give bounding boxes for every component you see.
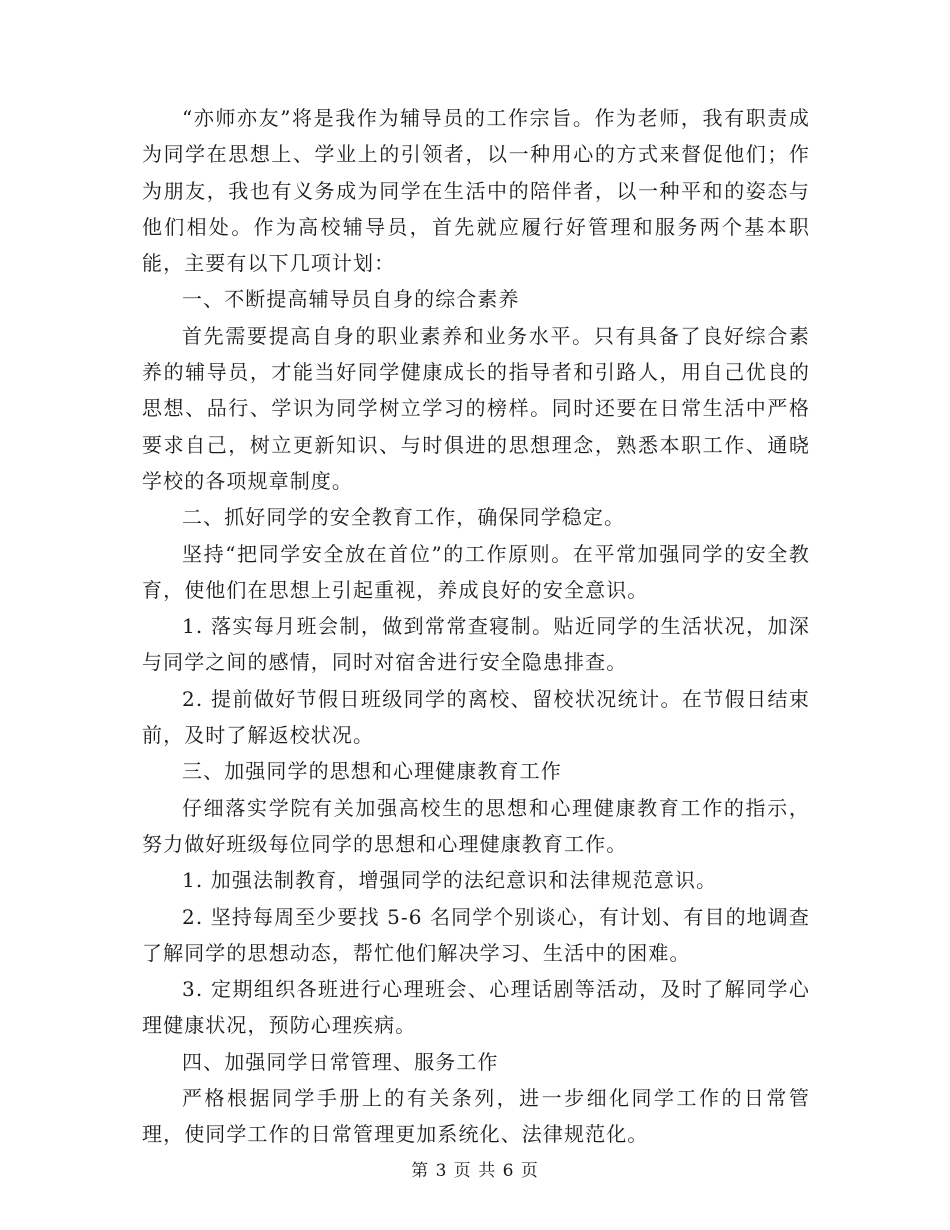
paragraph-intro: “亦师亦友”将是我作为辅导员的工作宗旨。作为老师，我有职责成为同学在思想上、学业上的引领者，以一种用心的方式来督促他们；作为朋友，我也有义务成为同学在生活中的陪伴者，以一种平和的姿态与他们相处。作为高校辅导员，首先就应履行好管理和服务两个基本职能，主要有以下几项计划： [142,106,810,276]
page-footer [0,1156,950,1181]
paragraph: 仔细落实学院有关加强高校生的思想和心理健康教育工作的指示，努力做好班级每位同学的思想和心理健康教育工作。 [142,795,810,856]
section-heading-4: 四、加强同学日常管理、服务工作 [182,1049,499,1074]
paragraph: 坚持“把同学安全放在首位”的工作原则。在平常加强同学的安全教育，使他们在思想上引起重视，养成良好的安全意识。 [142,541,810,602]
list-item: 1. 加强法制教育，增强同学的法纪意识和法律规范意识。 [182,868,718,893]
section-heading-3: 三、加强同学的思想和心理健康教育工作 [182,759,562,784]
page-number: 第 3 页 共 6 页 [411,1161,539,1181]
section-heading-2: 二、抓好同学的安全教育工作，确保同学稳定。 [182,505,626,530]
paragraph: 严格根据同学手册上的有关条列，进一步细化同学工作的日常管理，使同学工作的日常管理更加系统化、法律规范化。 [142,1086,810,1147]
list-item: 2. 坚持每周至少要找 5-6 名同学个别谈心，有计划、有目的地调查了解同学的思想动态，帮忙他们解决学习、生活中的困难。 [142,904,810,965]
document-body [142,100,810,1153]
list-item: 2. 提前做好节假日班级同学的离校、留校状况统计。在节假日结束前，及时了解返校状况。 [142,686,810,748]
section-heading-1: 一、不断提高辅导员自身的综合素养 [182,287,520,312]
list-item: 3. 定期组织各班进行心理班会、心理话剧等活动，及时了解同学心理健康状况，预防心理疾病。 [142,977,810,1038]
list-item: 1. 落实每月班会制，做到常常查寝制。贴近同学的生活状况，加深与同学之间的感情，同时对宿舍进行安全隐患排查。 [142,614,810,675]
paragraph: 首先需要提高自身的职业素养和业务水平。只有具备了良好综合素养的辅导员，才能当好同学健康成长的指导者和引路人，用自己优良的思想、品行、学识为同学树立学习的榜样。同时还要在日常生活中严格要求自己，树立更新知识、与时俱进的思想理念，熟悉本职工作、通晓学校的各项规章制度。 [142,323,810,493]
